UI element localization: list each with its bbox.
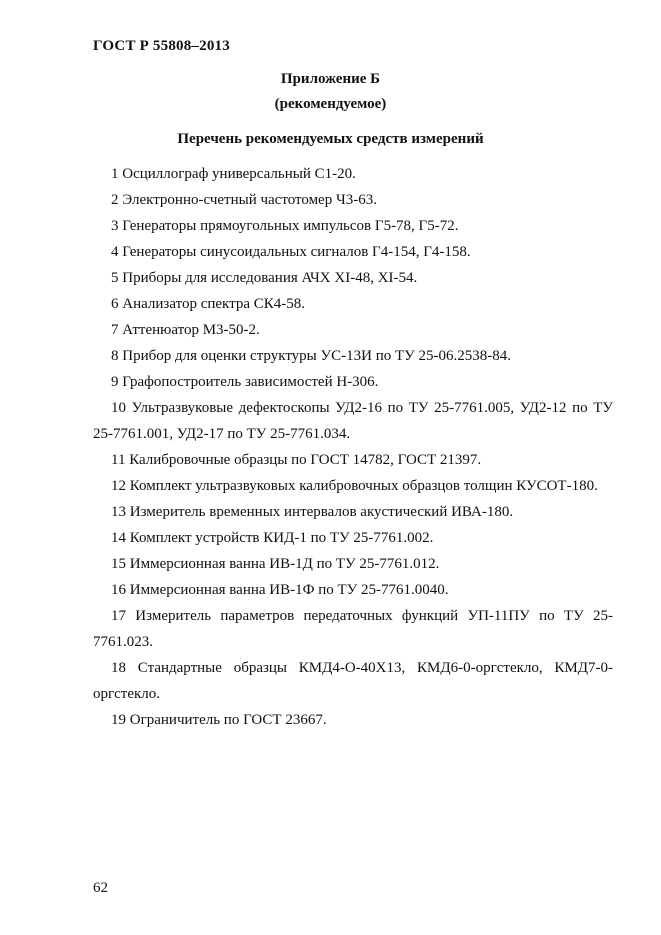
- list-item: 14 Комплект устройств КИД-1 по ТУ 25-7761.002.: [111, 530, 434, 546]
- appendix-title: Приложение Б: [280, 71, 381, 87]
- appendix-heading: Перечень рекомендуемых средств измерений: [177, 131, 484, 147]
- page-number: 62: [93, 880, 108, 896]
- list-item: 8 Прибор для оценки структуры УС-13И по ТУ 25-06.2538-84.: [111, 348, 512, 364]
- list-item: 19 Ограничитель по ГОСТ 23667.: [111, 712, 327, 728]
- list-item: 18 Стандартные образцы КМД4-О-40Х13, КМД6-0-оргстекло, КМД7-0-оргстекло.: [93, 660, 613, 702]
- list-item: 17 Измеритель параметров передаточных функций УП-11ПУ по ТУ 25-7761.023.: [93, 608, 613, 650]
- instrument-list: [93, 161, 613, 733]
- list-item: 5 Приборы для исследования АЧХ XI-48, XI-54.: [111, 270, 418, 286]
- list-item: 13 Измеритель временных интервалов акустический ИВА-180.: [111, 504, 514, 520]
- appendix-status: (рекомендуемое): [274, 96, 387, 112]
- list-item: 3 Генераторы прямоугольных импульсов Г5-78, Г5-72.: [111, 218, 459, 234]
- list-item: 7 Аттенюатор М3-50-2.: [111, 322, 260, 338]
- list-item: 6 Анализатор спектра СК4-58.: [111, 296, 306, 312]
- list-item: 11 Калибровочные образцы по ГОСТ 14782, ГОСТ 21397.: [111, 452, 482, 468]
- list-item: 10 Ультразвуковые дефектоскопы УД2-16 по ТУ 25-7761.005, УД2-12 по ТУ 25-7761.001, УД2-17 по ТУ 25-7761.034.: [93, 400, 613, 442]
- list-item: 16 Иммерсионная ванна ИВ-1Ф по ТУ 25-7761.0040.: [111, 582, 449, 598]
- list-item: 2 Электронно-счетный частотомер Ч3-63.: [111, 192, 377, 208]
- document-code-header: ГОСТ Р 55808–2013: [93, 38, 230, 54]
- list-item: 9 Графопостроитель зависимостей Н-306.: [111, 374, 379, 390]
- list-item: 15 Иммерсионная ванна ИВ-1Д по ТУ 25-7761.012.: [111, 556, 440, 572]
- list-item: 12 Комплект ультразвуковых калибровочных образцов толщин КУСОТ-180.: [111, 478, 598, 494]
- list-item: 1 Осциллограф универсальный С1-20.: [111, 166, 356, 182]
- list-item: 4 Генераторы синусоидальных сигналов Г4-154, Г4-158.: [111, 244, 471, 260]
